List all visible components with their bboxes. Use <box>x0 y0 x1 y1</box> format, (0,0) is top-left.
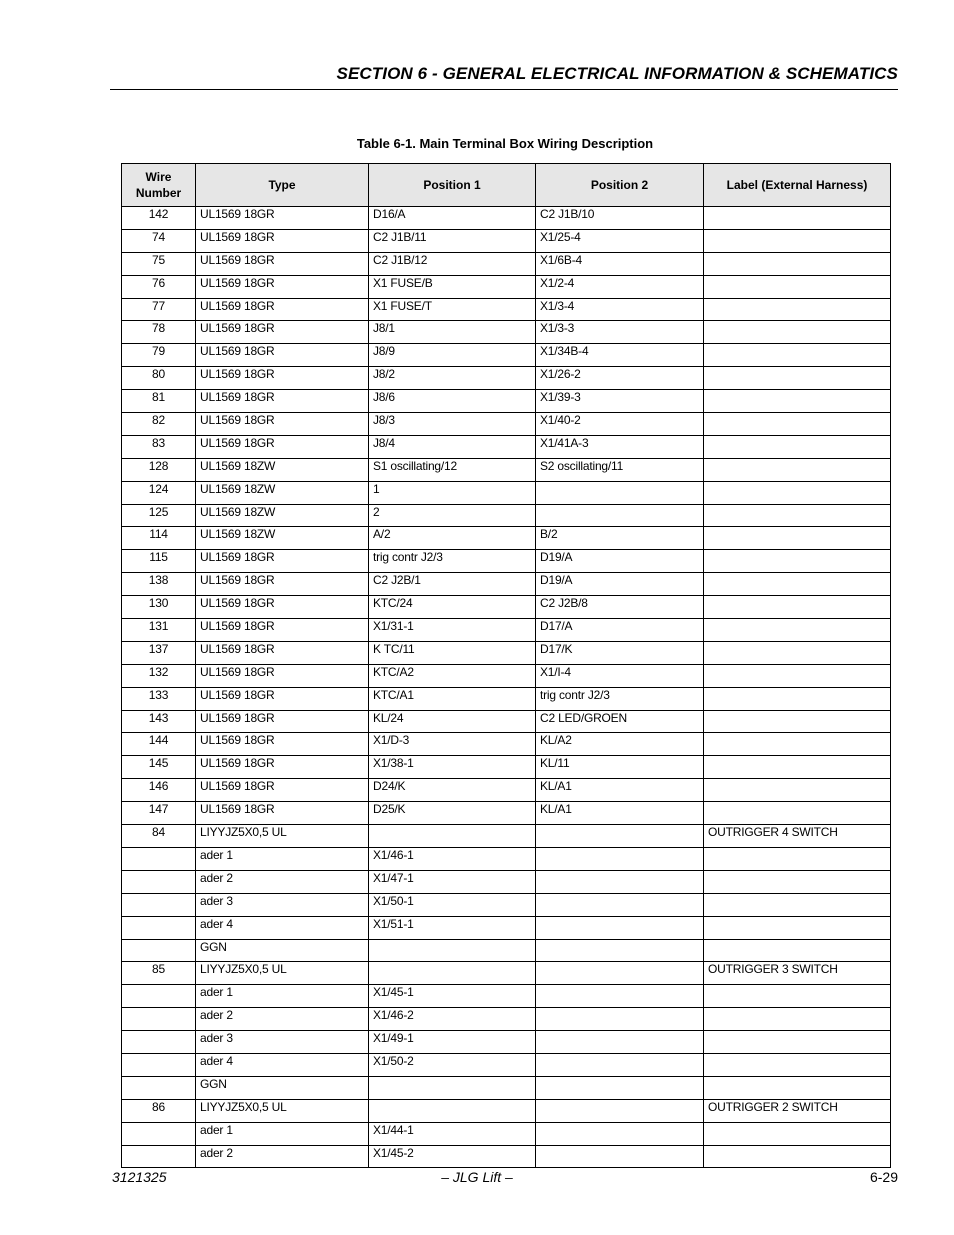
type-cell: UL1569 18ZW <box>196 458 369 481</box>
table-row <box>122 458 891 481</box>
position-1-cell: J8/9 <box>369 344 536 367</box>
position-2-cell <box>536 939 704 962</box>
label-cell <box>704 939 891 962</box>
position-2-cell <box>536 916 704 939</box>
position-2-cell: X1/41A-3 <box>536 435 704 458</box>
position-2-cell: D17/K <box>536 641 704 664</box>
type-cell: GGN <box>196 1076 369 1099</box>
position-1-cell: C2 J1B/12 <box>369 252 536 275</box>
type-cell: UL1569 18GR <box>196 367 369 390</box>
position-1-cell: KL/24 <box>369 710 536 733</box>
table-row <box>122 252 891 275</box>
position-1-cell: X1/44-1 <box>369 1122 536 1145</box>
wire-number-cell: 132 <box>122 664 196 687</box>
position-1-cell <box>369 1076 536 1099</box>
type-cell: UL1569 18GR <box>196 619 369 642</box>
position-2-cell <box>536 1053 704 1076</box>
wire-number-cell <box>122 1053 196 1076</box>
label-cell <box>704 870 891 893</box>
label-cell <box>704 367 891 390</box>
position-1-cell: KTC/A1 <box>369 687 536 710</box>
position-2-cell: C2 J2B/8 <box>536 596 704 619</box>
position-2-cell: KL/A2 <box>536 733 704 756</box>
type-cell: ader 1 <box>196 1122 369 1145</box>
label-cell: OUTRIGGER 2 SWITCH <box>704 1099 891 1122</box>
type-cell: UL1569 18GR <box>196 435 369 458</box>
type-cell: UL1569 18GR <box>196 550 369 573</box>
table-row <box>122 1008 891 1031</box>
wire-number-cell: 133 <box>122 687 196 710</box>
type-cell: UL1569 18GR <box>196 756 369 779</box>
position-2-cell <box>536 847 704 870</box>
label-cell <box>704 802 891 825</box>
table-row <box>122 985 891 1008</box>
position-2-cell: D19/A <box>536 550 704 573</box>
position-1-cell: X1/49-1 <box>369 1031 536 1054</box>
position-1-cell <box>369 962 536 985</box>
position-1-cell: X1/31-1 <box>369 619 536 642</box>
position-1-cell: 2 <box>369 504 536 527</box>
position-2-cell: X1/6B-4 <box>536 252 704 275</box>
position-1-cell: K TC/11 <box>369 641 536 664</box>
table-row <box>122 1076 891 1099</box>
table-header-row <box>122 164 891 207</box>
position-1-cell: X1 FUSE/T <box>369 298 536 321</box>
table-row <box>122 1053 891 1076</box>
label-cell <box>704 252 891 275</box>
label-cell <box>704 779 891 802</box>
label-cell <box>704 1053 891 1076</box>
type-cell: ader 2 <box>196 870 369 893</box>
wire-number-cell: 82 <box>122 413 196 436</box>
position-2-cell <box>536 962 704 985</box>
position-2-cell <box>536 504 704 527</box>
position-1-cell: A/2 <box>369 527 536 550</box>
col-header-position-1: Position 1 <box>369 164 536 207</box>
table-row <box>122 527 891 550</box>
type-cell: LIYYJZ5X0,5 UL <box>196 1099 369 1122</box>
wire-number-cell: 81 <box>122 390 196 413</box>
table-row <box>122 825 891 848</box>
wiring-table <box>121 163 891 1168</box>
table-row <box>122 321 891 344</box>
wire-number-cell <box>122 893 196 916</box>
position-1-cell <box>369 939 536 962</box>
position-1-cell <box>369 825 536 848</box>
position-2-cell: X1/3-3 <box>536 321 704 344</box>
table-row <box>122 756 891 779</box>
type-cell: UL1569 18GR <box>196 229 369 252</box>
position-2-cell <box>536 1122 704 1145</box>
wire-number-cell: 85 <box>122 962 196 985</box>
position-1-cell <box>369 1099 536 1122</box>
table-row <box>122 1122 891 1145</box>
type-cell: UL1569 18GR <box>196 733 369 756</box>
position-1-cell: X1/51-1 <box>369 916 536 939</box>
wire-number-cell <box>122 1008 196 1031</box>
position-2-cell <box>536 1099 704 1122</box>
label-cell <box>704 321 891 344</box>
label-cell <box>704 1008 891 1031</box>
position-2-cell: X1/25-4 <box>536 229 704 252</box>
position-1-cell: S1 oscillating/12 <box>369 458 536 481</box>
label-cell: OUTRIGGER 3 SWITCH <box>704 962 891 985</box>
label-cell <box>704 527 891 550</box>
table-row <box>122 870 891 893</box>
wire-number-cell: 114 <box>122 527 196 550</box>
position-2-cell <box>536 825 704 848</box>
position-2-cell: X1/I-4 <box>536 664 704 687</box>
wire-number-cell: 76 <box>122 275 196 298</box>
label-cell <box>704 1145 891 1168</box>
col-header-type: Type <box>196 164 369 207</box>
position-1-cell: J8/4 <box>369 435 536 458</box>
wire-number-cell <box>122 939 196 962</box>
position-1-cell: X1/46-1 <box>369 847 536 870</box>
table-row <box>122 802 891 825</box>
type-cell: UL1569 18GR <box>196 321 369 344</box>
position-1-cell: X1/45-1 <box>369 985 536 1008</box>
type-cell: ader 4 <box>196 916 369 939</box>
label-cell <box>704 298 891 321</box>
type-cell: UL1569 18GR <box>196 596 369 619</box>
position-1-cell: J8/6 <box>369 390 536 413</box>
label-cell <box>704 504 891 527</box>
type-cell: ader 4 <box>196 1053 369 1076</box>
label-cell <box>704 664 891 687</box>
type-cell: UL1569 18GR <box>196 390 369 413</box>
table-row <box>122 550 891 573</box>
position-2-cell: C2 LED/GROEN <box>536 710 704 733</box>
position-1-cell: J8/3 <box>369 413 536 436</box>
label-cell <box>704 756 891 779</box>
wire-number-cell: 146 <box>122 779 196 802</box>
position-2-cell: trig contr J2/3 <box>536 687 704 710</box>
table-row <box>122 847 891 870</box>
position-2-cell: X1/26-2 <box>536 367 704 390</box>
type-cell: UL1569 18GR <box>196 664 369 687</box>
position-2-cell: S2 oscillating/11 <box>536 458 704 481</box>
position-1-cell: X1 FUSE/B <box>369 275 536 298</box>
position-2-cell <box>536 1076 704 1099</box>
table-row <box>122 1099 891 1122</box>
label-cell <box>704 275 891 298</box>
wire-number-cell: 142 <box>122 207 196 230</box>
table-row <box>122 962 891 985</box>
type-cell: LIYYJZ5X0,5 UL <box>196 962 369 985</box>
wire-number-cell: 145 <box>122 756 196 779</box>
wire-number-cell <box>122 1031 196 1054</box>
table-row <box>122 664 891 687</box>
position-1-cell: D24/K <box>369 779 536 802</box>
type-cell: ader 1 <box>196 847 369 870</box>
position-2-cell: X1/3-4 <box>536 298 704 321</box>
wire-number-cell: 143 <box>122 710 196 733</box>
position-2-cell: B/2 <box>536 527 704 550</box>
position-2-cell: D19/A <box>536 573 704 596</box>
position-1-cell: C2 J2B/1 <box>369 573 536 596</box>
wire-number-cell <box>122 1122 196 1145</box>
type-cell: UL1569 18ZW <box>196 504 369 527</box>
wire-number-cell <box>122 985 196 1008</box>
footer-doc-number: 3121325 <box>112 1169 167 1185</box>
wire-number-cell <box>122 870 196 893</box>
type-cell: LIYYJZ5X0,5 UL <box>196 825 369 848</box>
table-row <box>122 619 891 642</box>
table-row <box>122 893 891 916</box>
label-cell <box>704 985 891 1008</box>
table-row <box>122 596 891 619</box>
type-cell: UL1569 18GR <box>196 413 369 436</box>
label-cell <box>704 619 891 642</box>
col-header-wire-number: Wire Number <box>122 164 196 207</box>
position-1-cell: KTC/A2 <box>369 664 536 687</box>
position-2-cell: X1/2-4 <box>536 275 704 298</box>
label-cell <box>704 733 891 756</box>
position-2-cell: X1/34B-4 <box>536 344 704 367</box>
label-cell <box>704 596 891 619</box>
type-cell: UL1569 18GR <box>196 710 369 733</box>
position-1-cell: 1 <box>369 481 536 504</box>
position-1-cell: X1/46-2 <box>369 1008 536 1031</box>
wire-number-cell: 125 <box>122 504 196 527</box>
table-row <box>122 573 891 596</box>
position-1-cell: X1/D-3 <box>369 733 536 756</box>
label-cell <box>704 1122 891 1145</box>
wire-number-cell: 115 <box>122 550 196 573</box>
wire-number-cell: 74 <box>122 229 196 252</box>
label-cell <box>704 1076 891 1099</box>
position-1-cell: X1/50-1 <box>369 893 536 916</box>
position-2-cell <box>536 1145 704 1168</box>
type-cell: ader 2 <box>196 1145 369 1168</box>
position-2-cell <box>536 985 704 1008</box>
label-cell <box>704 435 891 458</box>
label-cell <box>704 687 891 710</box>
position-1-cell: C2 J1B/11 <box>369 229 536 252</box>
position-2-cell <box>536 1008 704 1031</box>
position-1-cell: KTC/24 <box>369 596 536 619</box>
table-row <box>122 413 891 436</box>
table-row <box>122 367 891 390</box>
position-1-cell: X1/45-2 <box>369 1145 536 1168</box>
table-row <box>122 916 891 939</box>
type-cell: ader 2 <box>196 1008 369 1031</box>
label-cell <box>704 458 891 481</box>
position-2-cell: KL/11 <box>536 756 704 779</box>
table-row <box>122 733 891 756</box>
wire-number-cell: 79 <box>122 344 196 367</box>
wire-number-cell: 124 <box>122 481 196 504</box>
wire-number-cell <box>122 1145 196 1168</box>
position-2-cell <box>536 1031 704 1054</box>
table-row <box>122 641 891 664</box>
table-row <box>122 344 891 367</box>
position-2-cell <box>536 870 704 893</box>
position-2-cell <box>536 481 704 504</box>
col-header-label: Label (External Harness) <box>704 164 891 207</box>
label-cell <box>704 207 891 230</box>
wire-number-cell: 131 <box>122 619 196 642</box>
position-1-cell: D25/K <box>369 802 536 825</box>
wire-number-cell <box>122 1076 196 1099</box>
table-row <box>122 710 891 733</box>
label-cell <box>704 893 891 916</box>
wire-number-cell: 77 <box>122 298 196 321</box>
label-cell <box>704 390 891 413</box>
position-2-cell: D17/A <box>536 619 704 642</box>
section-header: SECTION 6 - GENERAL ELECTRICAL INFORMATION & SCHEMATICS <box>336 64 898 83</box>
type-cell: UL1569 18GR <box>196 298 369 321</box>
wire-number-cell: 78 <box>122 321 196 344</box>
wire-number-cell: 75 <box>122 252 196 275</box>
type-cell: ader 3 <box>196 1031 369 1054</box>
position-1-cell: X1/50-2 <box>369 1053 536 1076</box>
label-cell <box>704 550 891 573</box>
label-cell <box>704 229 891 252</box>
position-2-cell: KL/A1 <box>536 802 704 825</box>
type-cell: UL1569 18ZW <box>196 527 369 550</box>
table-row <box>122 939 891 962</box>
table-row <box>122 504 891 527</box>
type-cell: ader 1 <box>196 985 369 1008</box>
table-row <box>122 481 891 504</box>
label-cell <box>704 413 891 436</box>
type-cell: UL1569 18GR <box>196 275 369 298</box>
wire-number-cell: 138 <box>122 573 196 596</box>
type-cell: UL1569 18GR <box>196 252 369 275</box>
wire-number-cell <box>122 847 196 870</box>
footer-publisher: – JLG Lift – <box>441 1169 513 1185</box>
table-title: Table 6-1. Main Terminal Box Wiring Description <box>356 136 654 151</box>
position-1-cell: J8/1 <box>369 321 536 344</box>
position-2-cell: C2 J1B/10 <box>536 207 704 230</box>
table-row <box>122 779 891 802</box>
table-row <box>122 687 891 710</box>
wire-number-cell: 130 <box>122 596 196 619</box>
position-2-cell: X1/40-2 <box>536 413 704 436</box>
type-cell: UL1569 18GR <box>196 573 369 596</box>
wire-number-cell: 128 <box>122 458 196 481</box>
position-1-cell: trig contr J2/3 <box>369 550 536 573</box>
position-2-cell <box>536 893 704 916</box>
label-cell <box>704 916 891 939</box>
wire-number-cell: 137 <box>122 641 196 664</box>
label-cell: OUTRIGGER 4 SWITCH <box>704 825 891 848</box>
type-cell: UL1569 18GR <box>196 779 369 802</box>
table-row <box>122 390 891 413</box>
label-cell <box>704 710 891 733</box>
position-1-cell: X1/38-1 <box>369 756 536 779</box>
header-divider <box>110 89 898 90</box>
label-cell <box>704 573 891 596</box>
type-cell: UL1569 18ZW <box>196 481 369 504</box>
label-cell <box>704 481 891 504</box>
wire-number-cell: 144 <box>122 733 196 756</box>
type-cell: UL1569 18GR <box>196 687 369 710</box>
type-cell: GGN <box>196 939 369 962</box>
wire-number-cell: 83 <box>122 435 196 458</box>
type-cell: UL1569 18GR <box>196 641 369 664</box>
type-cell: UL1569 18GR <box>196 344 369 367</box>
type-cell: UL1569 18GR <box>196 207 369 230</box>
table-row <box>122 207 891 230</box>
type-cell: ader 3 <box>196 893 369 916</box>
table-row <box>122 229 891 252</box>
label-cell <box>704 1031 891 1054</box>
wire-number-cell <box>122 916 196 939</box>
table-row <box>122 435 891 458</box>
wire-number-cell: 147 <box>122 802 196 825</box>
table-row <box>122 1145 891 1168</box>
label-cell <box>704 641 891 664</box>
wire-number-cell: 86 <box>122 1099 196 1122</box>
wire-number-cell: 80 <box>122 367 196 390</box>
wire-number-cell: 84 <box>122 825 196 848</box>
label-cell <box>704 344 891 367</box>
label-cell <box>704 847 891 870</box>
position-2-cell: X1/39-3 <box>536 390 704 413</box>
table-body <box>122 207 891 1168</box>
table-row <box>122 275 891 298</box>
position-1-cell: X1/47-1 <box>369 870 536 893</box>
table-row <box>122 298 891 321</box>
type-cell: UL1569 18GR <box>196 802 369 825</box>
position-1-cell: D16/A <box>369 207 536 230</box>
table-row <box>122 1031 891 1054</box>
position-2-cell: KL/A1 <box>536 779 704 802</box>
position-1-cell: J8/2 <box>369 367 536 390</box>
footer-page-number: 6-29 <box>869 1169 898 1185</box>
col-header-position-2: Position 2 <box>536 164 704 207</box>
